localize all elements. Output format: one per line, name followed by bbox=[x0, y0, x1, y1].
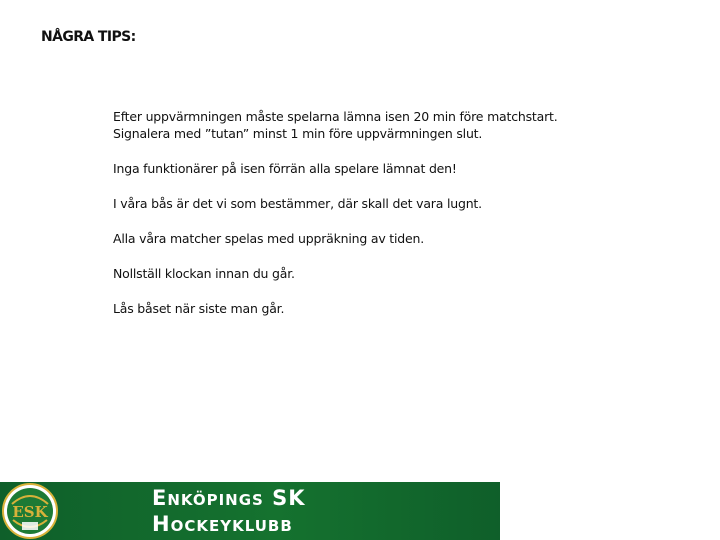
club-crest-logo bbox=[0, 482, 60, 540]
tip-text: Nollställ klockan innan du går. bbox=[113, 266, 295, 281]
tip-text: Lås båset när siste man går. bbox=[113, 301, 285, 316]
club-name bbox=[152, 485, 306, 537]
club-name-line2: Hockeyklubb bbox=[152, 512, 293, 536]
slide-title: NÅGRA TIPS: bbox=[41, 29, 136, 45]
tip-text: Alla våra matcher spelas med uppräkning av tiden. bbox=[113, 231, 425, 246]
tip-text: Inga funktionärer på isen förrän alla spelare lämnat den! bbox=[113, 161, 457, 176]
tip-item bbox=[113, 230, 673, 247]
crest-letters: ESK bbox=[12, 503, 48, 521]
tip-text: Signalera med ”tutan” minst 1 min före uppvärmningen slut. bbox=[113, 126, 483, 141]
tips-list bbox=[113, 108, 673, 335]
tip-item bbox=[113, 108, 673, 142]
tip-text: Efter uppvärmningen måste spelarna lämna isen 20 min före matchstart. bbox=[113, 109, 558, 124]
club-name-line1: Enköpings SK bbox=[152, 486, 306, 510]
tip-item bbox=[113, 160, 673, 177]
tip-text: I våra bås är det vi som bestämmer, där skall det vara lugnt. bbox=[113, 196, 482, 211]
tip-item bbox=[113, 265, 673, 282]
tip-item bbox=[113, 195, 673, 212]
tip-item bbox=[113, 300, 673, 317]
